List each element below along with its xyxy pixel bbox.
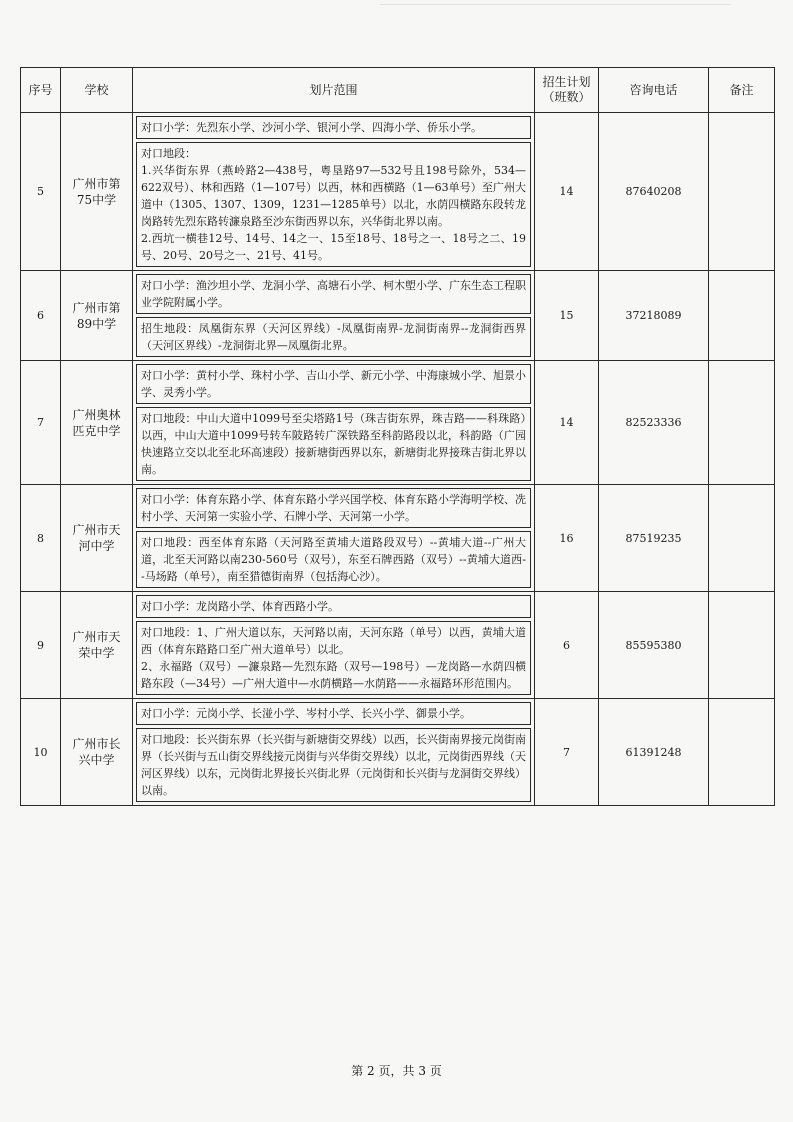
contact-phone: 85595380 bbox=[599, 592, 709, 699]
row-number: 9 bbox=[21, 592, 61, 699]
range-text: 对口地段：中山大道中1099号至尖塔路1号（珠吉街东界，珠吉路——科珠路）以西，中山大道中1099号转车陂路转广深铁路至科韵路段以北，科韵路（广园快速路立交以北至北环高速段）接新塘街西界以东，新塘街北界接珠吉街北界以南。 bbox=[141, 412, 526, 476]
range-text: 2、永福路（双号）—濂泉路—先烈东路（双号—198号）—龙岗路—水荫四横路东段（—34号）—广州大道中—水荫横路—水荫路——永福路环形范围内。 bbox=[141, 660, 526, 690]
enrollment-plan: 15 bbox=[535, 271, 599, 361]
matched-primary-schools bbox=[136, 364, 531, 404]
zone-range bbox=[133, 113, 535, 271]
matched-area bbox=[136, 317, 531, 357]
row-number: 8 bbox=[21, 485, 61, 592]
remark bbox=[709, 271, 775, 361]
matched-primary-schools bbox=[136, 595, 531, 618]
enrollment-plan: 16 bbox=[535, 485, 599, 592]
table-header-row bbox=[21, 68, 775, 113]
matched-area bbox=[136, 407, 531, 481]
school-name: 广州市长兴中学 bbox=[61, 699, 133, 806]
range-text: 招生地段：凤凰街东界（天河区界线）-凤凰街南界-龙洞街南界--龙洞街西界（天河区界线）-龙洞街北界—凤凰街北界。 bbox=[141, 322, 526, 352]
matched-area bbox=[136, 142, 531, 267]
enrollment-plan: 14 bbox=[535, 113, 599, 271]
range-text: 对口地段：长兴街东界（长兴街与新塘街交界线）以西，长兴街南界接元岗街南界（长兴街与五山街交界线接元岗街与兴华街交界线）以北，元岗街西界线（天河区界线）以东，元岗街北界接长兴街北界（元岗街和长兴街与龙洞街交界线）以南。 bbox=[141, 733, 526, 797]
range-text: 2.西坑一横巷12号、14号、14之一、15至18号、18号之一、18号之二、19号、20号、20号之一、21号、41号。 bbox=[141, 232, 526, 262]
contact-phone: 87519235 bbox=[599, 485, 709, 592]
table-row bbox=[21, 361, 775, 485]
matched-area bbox=[136, 621, 531, 695]
enrollment-plan: 6 bbox=[535, 592, 599, 699]
table-body bbox=[21, 113, 775, 806]
school-name: 广州市天荣中学 bbox=[61, 592, 133, 699]
row-number: 6 bbox=[21, 271, 61, 361]
header-plan: 招生计划（班数） bbox=[535, 68, 599, 113]
zone-range bbox=[133, 699, 535, 806]
range-text: 对口小学：体育东路小学、体育东路小学兴国学校、体育东路小学海明学校、冼村小学、天河第一实验小学、石牌小学、天河第一小学。 bbox=[141, 493, 526, 523]
header-no: 序号 bbox=[21, 68, 61, 113]
range-text: 对口小学：渔沙坦小学、龙洞小学、高塘石小学、柯木塱小学、广东生态工程职业学院附属小学。 bbox=[141, 279, 526, 309]
range-text: 对口小学：先烈东小学、沙河小学、银河小学、四海小学、侨乐小学。 bbox=[141, 121, 482, 134]
enrollment-plan: 7 bbox=[535, 699, 599, 806]
enrollment-plan: 14 bbox=[535, 361, 599, 485]
remark bbox=[709, 699, 775, 806]
enrollment-zone-table bbox=[20, 67, 775, 806]
school-name: 广州市第75中学 bbox=[61, 113, 133, 271]
zone-range bbox=[133, 485, 535, 592]
page-number: 第 2 页，共 3 页 bbox=[351, 1064, 442, 1078]
header-phone: 咨询电话 bbox=[599, 68, 709, 113]
range-text: 对口小学：黄村小学、珠村小学、吉山小学、新元小学、中海康城小学、旭景小学、灵秀小学。 bbox=[141, 369, 526, 399]
range-text: 1.兴华街东界（燕岭路2—438号，粤垦路97—532号且198号除外，534—622双号）、林和西路（1—107号）以西，林和西横路（1—63单号）至广州大道中（1305、1307、1309，1231—1285单号）以北，水荫四横路东段转龙岗路转先烈东路转濂泉路至沙东街西界以东，兴华街北界以南。 bbox=[141, 164, 526, 228]
table-row bbox=[21, 113, 775, 271]
table-row bbox=[21, 592, 775, 699]
range-text: 对口地段：1、广州大道以东，天河路以南，天河东路（单号）以西，黄埔大道西（体育东路路口至广州大道单号）以北。 bbox=[141, 626, 526, 656]
header-range: 划片范围 bbox=[133, 68, 535, 113]
zone-range bbox=[133, 271, 535, 361]
header-school: 学校 bbox=[61, 68, 133, 113]
zone-range bbox=[133, 592, 535, 699]
remark bbox=[709, 113, 775, 271]
table-row bbox=[21, 485, 775, 592]
contact-phone: 87640208 bbox=[599, 113, 709, 271]
matched-area bbox=[136, 531, 531, 588]
school-name: 广州奥林匹克中学 bbox=[61, 361, 133, 485]
range-text: 对口小学：龙岗路小学、体育西路小学。 bbox=[141, 600, 339, 613]
matched-primary-schools bbox=[136, 116, 531, 139]
scan-artifact-line bbox=[380, 4, 730, 5]
remark bbox=[709, 592, 775, 699]
row-number: 5 bbox=[21, 113, 61, 271]
matched-primary-schools bbox=[136, 702, 531, 725]
remark bbox=[709, 485, 775, 592]
range-text: 对口地段：西至体育东路（天河路至黄埔大道路段双号）--黄埔大道--广州大道，北至天河路以南230-560号（双号），东至石牌西路（双号）--黄埔大道西--马场路（单号），南至猎德街南界（包括海心沙）。 bbox=[141, 536, 526, 583]
table-row bbox=[21, 699, 775, 806]
matched-area bbox=[136, 728, 531, 802]
contact-phone: 82523336 bbox=[599, 361, 709, 485]
school-name: 广州市天河中学 bbox=[61, 485, 133, 592]
matched-primary-schools bbox=[136, 274, 531, 314]
row-number: 7 bbox=[21, 361, 61, 485]
header-remark: 备注 bbox=[709, 68, 775, 113]
range-text: 对口小学：元岗小学、长湴小学、岑村小学、长兴小学、御景小学。 bbox=[141, 707, 471, 720]
table-row bbox=[21, 271, 775, 361]
contact-phone: 61391248 bbox=[599, 699, 709, 806]
contact-phone: 37218089 bbox=[599, 271, 709, 361]
row-number: 10 bbox=[21, 699, 61, 806]
school-name: 广州市第89中学 bbox=[61, 271, 133, 361]
remark bbox=[709, 361, 775, 485]
zone-range bbox=[133, 361, 535, 485]
matched-primary-schools bbox=[136, 488, 531, 528]
range-text: 对口地段： bbox=[141, 147, 196, 160]
